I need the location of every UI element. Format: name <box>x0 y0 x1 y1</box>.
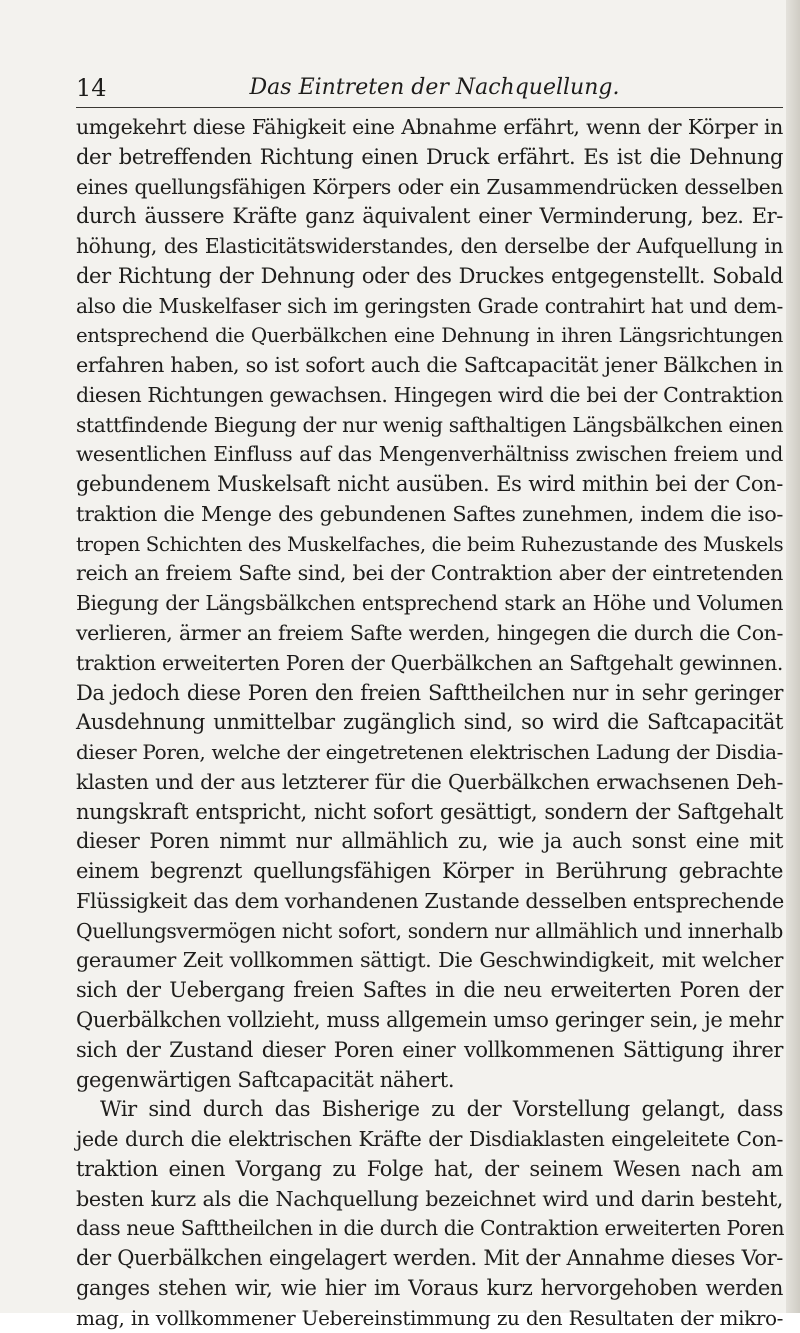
text-line: entsprechend die Querbälkchen eine Dehnung in ihren Längsrichtungen <box>76 324 783 348</box>
body-text <box>76 113 783 1333</box>
text-line: eines quellungsfähigen Körpers oder ein Zusammendrücken desselben <box>76 174 783 199</box>
text-line: der Querbälkchen eingelagert werden. Mit der Annahme dieses Vor- <box>76 1246 783 1271</box>
text-line: wesentlichen Einfluss auf das Mengenverhältniss zwischen freiem und <box>76 442 783 467</box>
text-line: dieser Poren, welche der eingetretenen elektrischen Ladung der Disdia- <box>76 740 783 765</box>
text-line: traktion die Menge des gebundenen Saftes zunehmen, indem die iso- <box>76 501 783 526</box>
header-rule <box>76 107 783 108</box>
text-line: sich der Zustand dieser Poren einer vollkommenen Sättigung ihrer <box>76 1037 783 1062</box>
text-line: also die Muskelfaser sich im geringsten Grade contrahirt hat und dem- <box>76 293 783 318</box>
page-edge-shadow <box>786 0 800 1313</box>
text-line: jede durch die elektrischen Kräfte der Disdiaklasten eingeleitete Con- <box>76 1127 783 1152</box>
text-line: einem begrenzt quellungsfähigen Körper in Berührung gebrachte <box>76 859 783 884</box>
text-line: mag, in vollkommener Uebereinstimmung zu den Resultaten der mikro- <box>76 1305 783 1330</box>
text-line: ganges stehen wir, wie hier im Voraus kurz hervorgehoben werden <box>76 1275 783 1300</box>
text-line: klasten und der aus letzterer für die Querbälkchen erwachsenen Deh- <box>76 769 783 794</box>
text-line: der Richtung der Dehnung oder des Druckes entgegenstellt. Sobald <box>76 263 783 288</box>
text-line: durch äussere Kräfte ganz äquivalent einer Verminderung, bez. Er- <box>76 204 783 229</box>
text-line: stattfindende Biegung der nur wenig safthaltigen Längsbälkchen einen <box>76 412 783 437</box>
text-line: erfahren haben, so ist sofort auch die Saftcapacität jener Bälkchen in <box>76 353 783 378</box>
text-line: dieser Poren nimmt nur allmählich zu, wie ja auch sonst eine mit <box>76 829 783 854</box>
text-line: traktion erweiterten Poren der Querbälkchen an Saftgehalt gewinnen. <box>76 650 783 675</box>
text-line: geraumer Zeit vollkommen sättigt. Die Geschwindigkeit, mit welcher <box>76 948 783 973</box>
text-line: Biegung der Längsbälkchen entsprechend stark an Höhe und Volumen <box>76 591 783 616</box>
paragraph-end-line: gegenwärtigen Saftcapacität nähert. <box>76 1067 455 1092</box>
text-line: nungskraft entspricht, nicht sofort gesättigt, sondern der Saftgehalt <box>76 799 783 824</box>
text-line: verlieren, ärmer an freiem Safte werden, hingegen die durch die Con- <box>76 621 783 646</box>
text-line: Ausdehnung unmittelbar zugänglich sind, so wird die Saftcapacität <box>76 710 783 735</box>
text-line: traktion einen Vorgang zu Folge hat, der seinem Wesen nach am <box>76 1156 783 1181</box>
text-line: gebundenem Muskelsaft nicht ausüben. Es wird mithin bei der Con- <box>76 472 783 497</box>
text-line: besten kurz als die Nachquellung bezeichnet wird und darin besteht, <box>76 1186 783 1211</box>
text-line: diesen Richtungen gewachsen. Hingegen wird die bei der Contraktion <box>76 382 783 407</box>
page-header <box>76 72 783 104</box>
text-line: sich der Uebergang freien Saftes in die neu erweiterten Poren der <box>76 978 783 1003</box>
text-line: Da jedoch diese Poren den freien Safttheilchen nur in sehr geringer <box>76 680 783 705</box>
text-line: der betreffenden Richtung einen Druck erfährt. Es ist die Dehnung <box>76 144 783 169</box>
text-line: Querbälkchen vollzieht, muss allgemein umso geringer sein, je mehr <box>76 1007 783 1032</box>
text-line: reich an freiem Safte sind, bei der Contraktion aber der eintretenden <box>76 561 783 586</box>
page-number: 14 <box>76 74 107 102</box>
text-line: umgekehrt diese Fähigkeit eine Abnahme erfährt, wenn der Körper in <box>76 115 783 139</box>
text-line: Quellungsvermögen nicht sofort, sondern nur allmählich und innerhalb <box>76 918 783 943</box>
text-line: tropen Schichten des Muskelfaches, die beim Ruhezustande des Muskels <box>76 532 784 556</box>
text-line: Flüssigkeit das dem vorhandenen Zustande desselben entsprechende <box>76 888 784 913</box>
running-title: Das Eintreten der Nachquellung. <box>249 75 620 100</box>
text-line: höhung, des Elasticitätswiderstandes, den derselbe der Aufquellung in <box>76 234 783 259</box>
text-line: dass neue Safttheilchen in die durch die Contraktion erweiterten Poren <box>76 1216 785 1241</box>
paragraph-start-line: Wir sind durch das Bisherige zu der Vorstellung gelangt, dass <box>100 1097 783 1122</box>
